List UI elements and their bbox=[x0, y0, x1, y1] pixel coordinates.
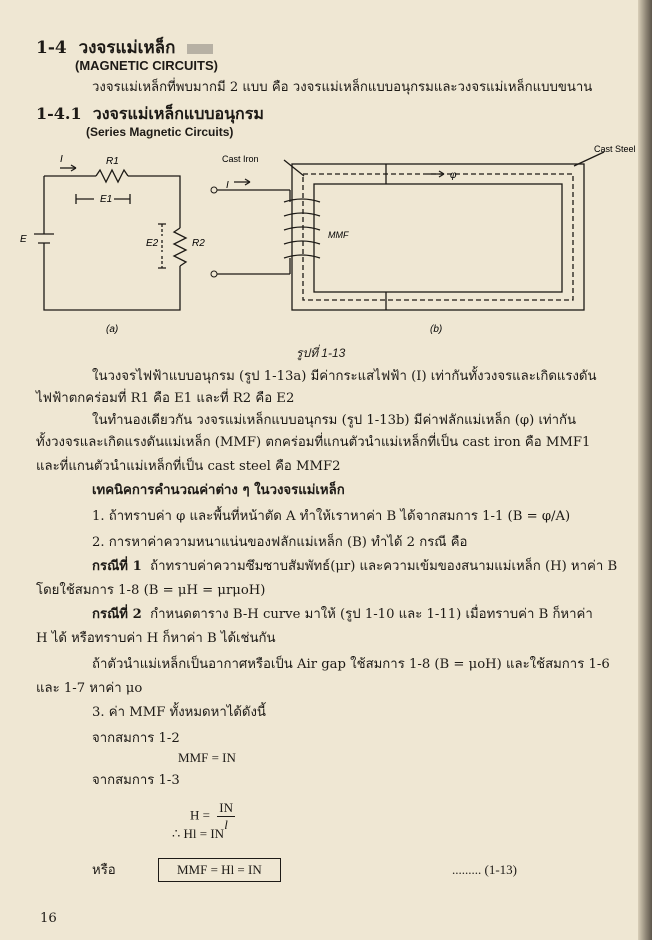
core-inner bbox=[314, 184, 562, 292]
item-3: 3. ค่า MMF ทั้งหมดหาได้ดังนี้ bbox=[92, 705, 266, 720]
case-2-line-2: H ได้ หรือทราบค่า H ก็หาค่า B ได้เช่นกัน bbox=[36, 631, 276, 646]
section-title-th: วงจรแม่เหล็ก bbox=[78, 38, 176, 58]
terminal-bottom bbox=[211, 271, 217, 277]
label-i-a: I bbox=[60, 154, 63, 165]
technique-heading: เทคนิคการคำนวณค่าต่าง ๆ ในวงจรแม่เหล็ก bbox=[92, 483, 345, 498]
airgap-line-1: ถ้าตัวนำแม่เหล็กเป็นอากาศหรือเป็น Air gap ใช้สมการ 1-8 (B = μoH) และใช้สมการ 1-6 bbox=[92, 657, 610, 672]
paragraph-line-5: และที่แกนตัวนำแม่เหล็กที่เป็น cast steel คือ MMF2 bbox=[36, 459, 341, 474]
label-phi: φ bbox=[450, 170, 457, 181]
subsection-title-th: วงจรแม่เหล็กแบบอนุกรม bbox=[92, 104, 264, 123]
from-eq-1-2: จากสมการ 1-2 bbox=[92, 731, 180, 746]
highlight-mark bbox=[187, 44, 213, 54]
paragraph-line-2: ไฟฟ้าตกคร่อมที่ R1 คือ E1 และที่ R2 คือ E2 bbox=[36, 391, 295, 406]
section-number: 1-4 bbox=[36, 38, 67, 58]
label-r1: R1 bbox=[106, 156, 119, 167]
paragraph-line-3: ในทำนองเดียวกัน วงจรแม่เหล็กแบบอนุกรม (รูป 1-13b) มีค่าฟลักแม่เหล็ก (φ) เท่ากัน bbox=[92, 413, 577, 428]
case-1-line-2: โดยใช้สมการ 1-8 (B = μH = μrμoH) bbox=[36, 583, 266, 598]
case-1-label: กรณีที่ 1 bbox=[92, 559, 142, 574]
label-e2: E2 bbox=[146, 238, 159, 249]
paragraph-line-1: ในวงจรไฟฟ้าแบบอนุกรม (รูป 1-13a) มีค่ากระแสไฟฟ้า (I) เท่ากันทั้งวงจรและเกิดแรงดัน bbox=[92, 369, 597, 384]
battery-e bbox=[34, 234, 54, 243]
figure-label-b: (b) bbox=[430, 324, 443, 335]
from-eq-1-3: จากสมการ 1-3 bbox=[92, 773, 180, 788]
or-label: หรือ bbox=[92, 863, 116, 878]
case-1-text: ถ้าทราบค่าความซึมซาบสัมพัทธ์(μr) และความเข้มของสนามแม่เหล็ก (H) หาค่า B bbox=[150, 559, 618, 574]
series-magnetic-circuit bbox=[214, 152, 604, 310]
series-electric-circuit bbox=[34, 165, 186, 310]
label-mmf: MMF bbox=[328, 230, 349, 240]
equation-h-denominator: l bbox=[224, 817, 228, 832]
terminal-top bbox=[211, 187, 217, 193]
label-cast-iron: Cast Iron bbox=[222, 154, 259, 164]
equation-therefore: ∴ Hl = IN bbox=[172, 826, 225, 841]
label-cast-steel: Cast Steel bbox=[594, 144, 636, 154]
item-2: 2. การหาค่าความหนาแน่นของฟลักแม่เหล็ก (B) ทำได้ 2 กรณี คือ bbox=[92, 535, 468, 550]
figure-label-a: (a) bbox=[106, 324, 119, 335]
equation-mmf: MMF = IN bbox=[178, 750, 236, 765]
section-title-en: (MAGNETIC CIRCUITS) bbox=[75, 58, 218, 73]
resistor-r1 bbox=[96, 170, 128, 182]
label-i-b: I bbox=[226, 180, 229, 191]
label-e: E bbox=[20, 234, 27, 245]
figure-1-13 bbox=[14, 140, 640, 360]
case-2-label: กรณีที่ 2 bbox=[92, 607, 142, 622]
case-2 bbox=[92, 606, 593, 624]
case-1 bbox=[92, 558, 617, 576]
paragraph-line-4: ทั้งวงจรและเกิดแรงดันแม่เหล็ก (MMF) ตกคร่อมที่แกนตัวนำแม่เหล็กที่เป็น cast iron คือ MMF1 bbox=[36, 435, 591, 450]
boxed-equation: MMF = Hl = IN bbox=[158, 858, 281, 882]
airgap-line-2: และ 1-7 หาค่า μo bbox=[36, 681, 143, 696]
page-number: 16 bbox=[40, 911, 57, 926]
subsection-number: 1-4.1 bbox=[36, 104, 82, 123]
figure-caption: รูปที่ 1-13 bbox=[296, 346, 346, 360]
equation-reference: ......... (1-13) bbox=[452, 862, 517, 877]
case-2-text: กำหนดตาราง B-H curve มาให้ (รูป 1-10 และ 1-11) เมื่อทราบค่า B ก็หาค่า bbox=[150, 607, 593, 622]
page-binding-edge bbox=[638, 0, 652, 940]
label-e1: E1 bbox=[100, 194, 113, 205]
subsection-heading bbox=[36, 102, 264, 127]
equation-h-lhs: H = bbox=[190, 807, 210, 823]
item-1: 1. ถ้าทราบค่า φ และพื้นที่หน้าตัด A ทำให้เราหาค่า B ได้จากสมการ 1-1 (B = φ/A) bbox=[92, 509, 571, 524]
equation-h-numerator: IN bbox=[219, 800, 233, 815]
subsection-title-en: (Series Magnetic Circuits) bbox=[86, 125, 234, 139]
section-heading bbox=[36, 34, 213, 61]
label-r2: R2 bbox=[192, 238, 205, 249]
resistor-r2 bbox=[174, 228, 186, 266]
section-intro: วงจรแม่เหล็กที่พบมากมี 2 แบบ คือ วงจรแม่เหล็กแบบอนุกรมและวงจรแม่เหล็กแบบขนาน bbox=[92, 80, 593, 95]
